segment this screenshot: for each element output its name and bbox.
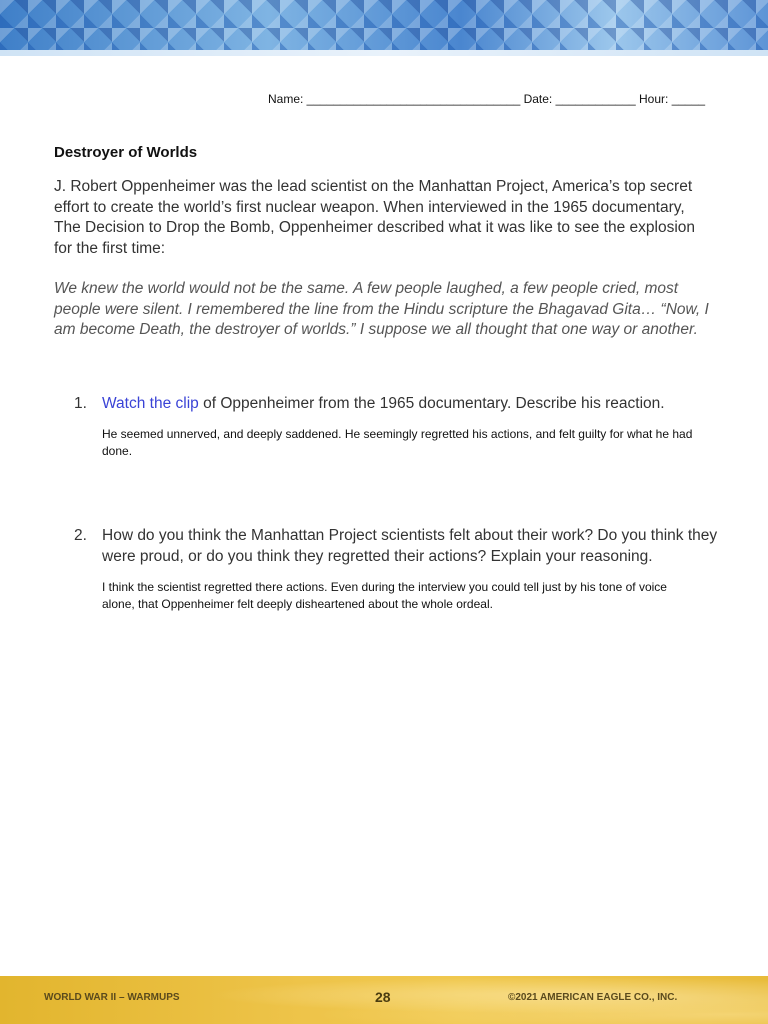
question-1 bbox=[74, 394, 724, 415]
footer-series-title: WORLD WAR II – WARMUPS bbox=[44, 992, 180, 1003]
intro-paragraph: J. Robert Oppenheimer was the lead scientist on the Manhattan Project, America’s top secret effort to create the world’s first nuclear weapon. When interviewed in the 1965 documentary, The Decision to Drop the Bomb, Oppenheimer described what it was like to see the explosion for the first time: bbox=[54, 178, 696, 257]
question-2 bbox=[74, 526, 724, 567]
question-1-text: of Oppenheimer from the 1965 documentary. Describe his reaction. bbox=[198, 395, 665, 412]
page-title: Destroyer of Worlds bbox=[54, 144, 198, 161]
question-2-text: How do you think the Manhattan Project scientists felt about their work? Do you think they were proud, or do you think they regretted their actions? Explain your reasoning. bbox=[102, 527, 718, 565]
answer-1[interactable]: He seemed unnerved, and deeply saddened. He seemingly regretted his actions, and felt guilty for what he had done. bbox=[102, 427, 693, 458]
answer-2[interactable]: I think the scientist regretted there actions. Even during the interview you could tell just by his tone of voice alone, that Oppenheimer felt deeply disheartened about the whole ordeal. bbox=[102, 580, 667, 611]
top-decorative-banner bbox=[0, 0, 768, 56]
footer-copyright: ©2021 AMERICAN EAGLE CO., INC. bbox=[508, 992, 678, 1003]
question-number: 2. bbox=[74, 527, 87, 544]
page-footer bbox=[0, 976, 768, 1024]
oppenheimer-quote: We knew the world would not be the same. A few people laughed, a few people cried, most people were silent. I remembered the line from the Hindu scripture the Bhagavad Gita… “Now, I am become Death, the destroyer of worlds.” I suppose we all thought that one way or another. bbox=[54, 280, 709, 338]
question-number: 1. bbox=[74, 395, 87, 412]
question-text bbox=[102, 394, 724, 415]
watch-clip-link[interactable]: Watch the clip bbox=[102, 395, 199, 412]
name-date-hour-line: Name: ________________________________ Date: ____________ Hour: _____ bbox=[268, 92, 706, 106]
page-number: 28 bbox=[375, 989, 391, 1005]
